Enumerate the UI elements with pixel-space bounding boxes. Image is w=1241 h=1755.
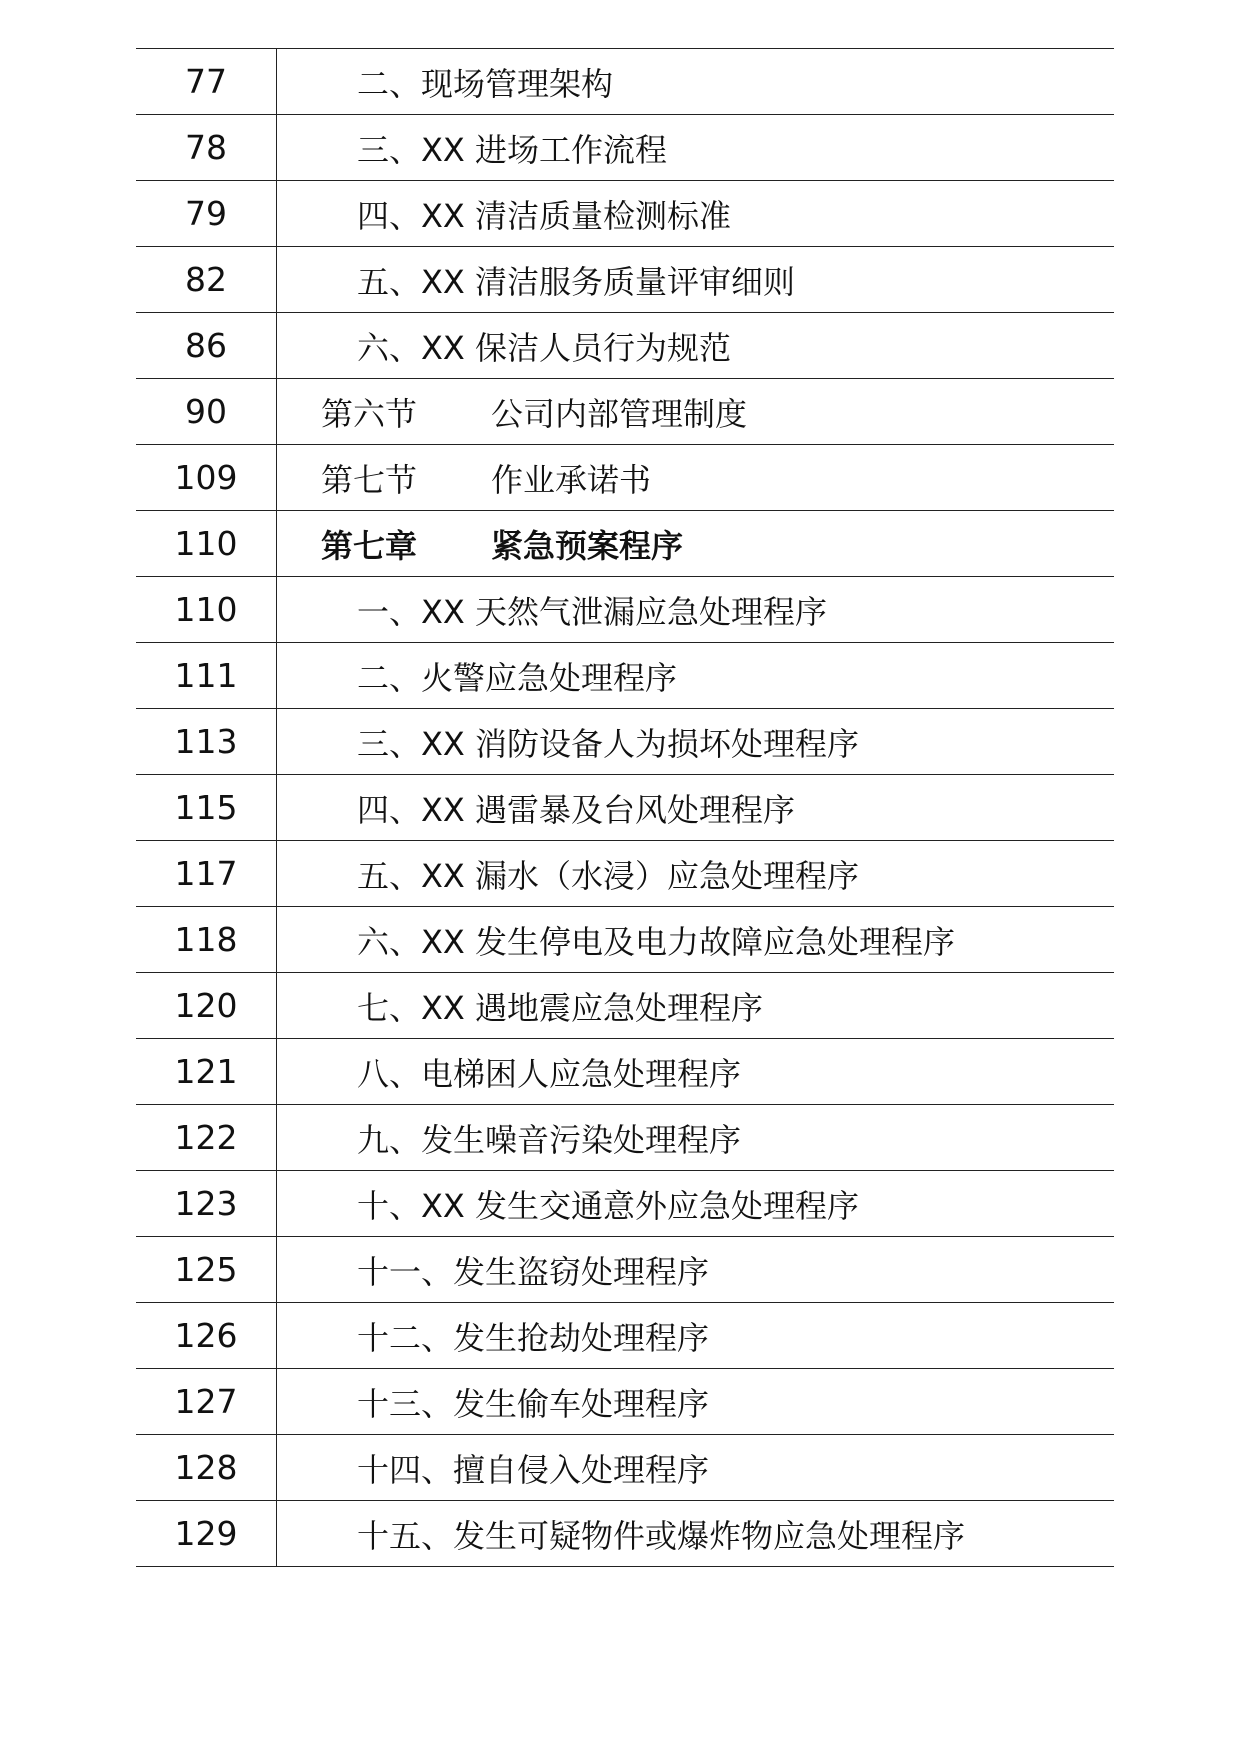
toc-entry-title: 作业承诺书	[491, 460, 652, 499]
toc-row	[136, 577, 1114, 643]
toc-entry-title: 十三、发生偷车处理程序	[357, 1384, 710, 1423]
toc-page-number: 118	[136, 907, 277, 972]
toc-row	[136, 313, 1114, 379]
toc-page-number: 90	[136, 379, 277, 444]
toc-page-number: 78	[136, 115, 277, 180]
toc-row	[136, 841, 1114, 907]
toc-entry-title: 十五、发生可疑物件或爆炸物应急处理程序	[357, 1516, 966, 1555]
toc-entry-title: 五、XX 清洁服务质量评审细则	[357, 262, 796, 301]
toc-row	[136, 1171, 1114, 1237]
toc-page-number: 127	[136, 1369, 277, 1434]
toc-row	[136, 1105, 1114, 1171]
toc-page-number: 79	[136, 181, 277, 246]
toc-row	[136, 907, 1114, 973]
toc-entry-title: 十四、擅自侵入处理程序	[357, 1450, 710, 1489]
toc-table	[136, 48, 1114, 1567]
toc-entry-title: 六、XX 发生停电及电力故障应急处理程序	[357, 922, 956, 961]
toc-page-number: 111	[136, 643, 277, 708]
toc-entry-title: 二、火警应急处理程序	[357, 658, 678, 697]
toc-entry-title: 四、XX 清洁质量检测标准	[357, 196, 732, 235]
toc-row-chapter	[136, 511, 1114, 577]
toc-page-number: 122	[136, 1105, 277, 1170]
toc-page-number: 77	[136, 49, 277, 114]
toc-row	[136, 1303, 1114, 1369]
toc-page-number: 110	[136, 577, 277, 642]
toc-page-number: 115	[136, 775, 277, 840]
toc-entry-title: 公司内部管理制度	[491, 394, 748, 433]
toc-entry-title: 四、XX 遇雷暴及台风处理程序	[357, 790, 796, 829]
toc-entry-title: 七、XX 遇地震应急处理程序	[357, 988, 764, 1027]
toc-row-section	[136, 379, 1114, 445]
toc-entry-title: 三、XX 进场工作流程	[357, 130, 668, 169]
toc-row	[136, 1501, 1114, 1567]
toc-entry-title: 八、电梯困人应急处理程序	[357, 1054, 742, 1093]
toc-row	[136, 1369, 1114, 1435]
toc-entry-title: 六、XX 保洁人员行为规范	[357, 328, 732, 367]
toc-entry	[277, 511, 1114, 576]
toc-row	[136, 775, 1114, 841]
toc-entry-title: 三、XX 消防设备人为损坏处理程序	[357, 724, 860, 763]
toc-chapter-label: 第七章	[321, 526, 418, 565]
toc-page-number: 128	[136, 1435, 277, 1500]
toc-entry-title: 九、发生噪音污染处理程序	[357, 1120, 742, 1159]
toc-page-number: 86	[136, 313, 277, 378]
toc-page-number: 113	[136, 709, 277, 774]
toc-page-number: 129	[136, 1501, 277, 1566]
toc-row	[136, 181, 1114, 247]
toc-row	[136, 1435, 1114, 1501]
toc-page-number: 125	[136, 1237, 277, 1302]
toc-entry	[277, 445, 1114, 510]
toc-page-number: 117	[136, 841, 277, 906]
toc-row	[136, 973, 1114, 1039]
toc-chapter-title: 紧急预案程序	[491, 526, 684, 565]
toc-page-number: 121	[136, 1039, 277, 1104]
toc-row	[136, 1039, 1114, 1105]
toc-row	[136, 1237, 1114, 1303]
toc-entry	[277, 379, 1114, 444]
toc-page-number: 123	[136, 1171, 277, 1236]
toc-entry-title: 十二、发生抢劫处理程序	[357, 1318, 710, 1357]
toc-row-section	[136, 445, 1114, 511]
toc-page-number: 109	[136, 445, 277, 510]
toc-page-number: 82	[136, 247, 277, 312]
toc-entry-title: 五、XX 漏水（水浸）应急处理程序	[357, 856, 860, 895]
toc-row	[136, 709, 1114, 775]
toc-row	[136, 247, 1114, 313]
toc-section-label: 第六节	[321, 394, 418, 433]
toc-entry-title: 二、现场管理架构	[357, 64, 614, 103]
toc-section-label: 第七节	[321, 460, 418, 499]
toc-page-number: 126	[136, 1303, 277, 1368]
toc-entry-title: 一、XX 天然气泄漏应急处理程序	[357, 592, 828, 631]
toc-page-number: 110	[136, 511, 277, 576]
toc-entry-title: 十一、发生盗窃处理程序	[357, 1252, 710, 1291]
toc-row	[136, 643, 1114, 709]
toc-row	[136, 115, 1114, 181]
toc-page-number: 120	[136, 973, 277, 1038]
toc-entry-title: 十、XX 发生交通意外应急处理程序	[357, 1186, 860, 1225]
toc-row	[136, 49, 1114, 115]
